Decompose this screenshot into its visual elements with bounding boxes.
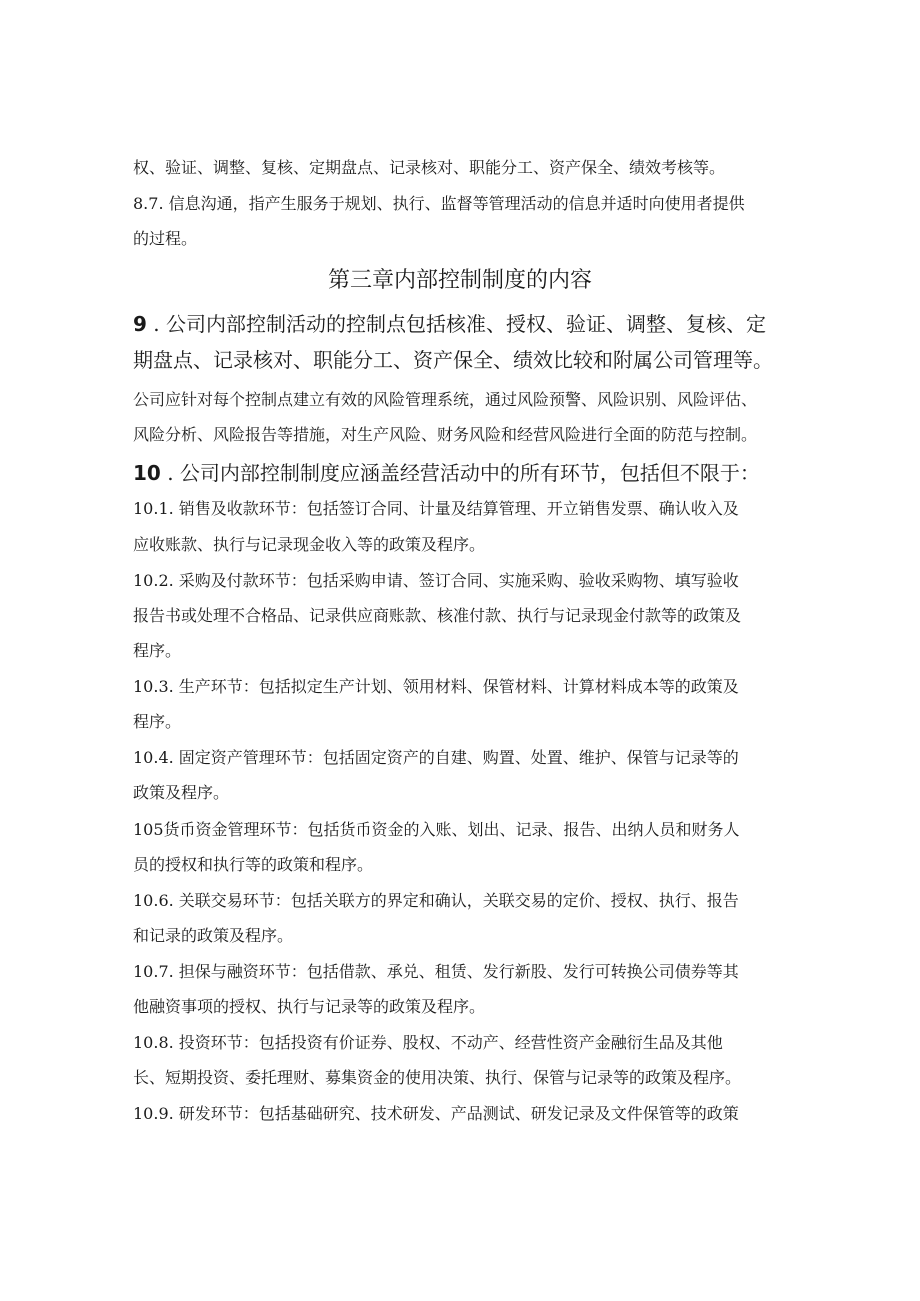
article-number: 9 — [133, 312, 147, 336]
list-item-line: 10.2. 采购及付款环节：包括采购申请、签订合同、实施采购、验收采购物、填写验收 — [133, 571, 739, 590]
article-text: . 公司内部控制制度应涵盖经营活动中的所有环节，包括但不限于： — [160, 461, 760, 485]
list-item-line: 应收账款、执行与记录现金收入等的政策及程序。 — [133, 535, 486, 554]
list-item-line: 10.6. 关联交易环节：包括关联方的界定和确认，关联交易的定价、授权、执行、报告 — [133, 891, 739, 910]
article-text: . 公司内部控制活动的控制点包括核准、授权、验证、调整、复核、定 — [146, 312, 766, 336]
list-item-line: 10.3. 生产环节：包括拟定生产计划、领用材料、保管材料、计算材料成本等的政策及 — [133, 677, 739, 696]
text-line: 公司应针对每个控制点建立有效的风险管理系统，通过风险预警、风险识别、风险评估、 — [133, 390, 758, 409]
text-line: 风险分析、风险报告等措施，对生产风险、财务风险和经营风险进行全面的防范与控制。 — [133, 425, 758, 444]
list-item-line: 程序。 — [133, 641, 182, 660]
list-item-line: 10.8. 投资环节：包括投资有价证券、股权、不动产、经营性资产金融衍生品及其他 — [133, 1033, 723, 1052]
list-item-line: 报告书或处理不合格品、记录供应商账款、核准付款、执行与记录现金付款等的政策及 — [133, 606, 742, 625]
article-9-line-2: 期盘点、记录核对、职能分工、资产保全、绩效比较和附属公司管理等。 — [133, 348, 773, 372]
article-9-line-1 — [133, 312, 766, 336]
text-line: 8.7. 信息沟通，指产生服务于规划、执行、监督等管理活动的信息并适时向使用者提供 — [133, 194, 745, 213]
text-line: 权、验证、调整、复核、定期盘点、记录核对、职能分工、资产保全、绩效考核等。 — [133, 158, 726, 177]
list-item-line: 105货币资金管理环节：包括货币资金的入账、划出、记录、报告、出纳人员和财务人 — [133, 820, 740, 839]
chapter-title: 第三章内部控制制度的内容 — [327, 268, 592, 293]
list-item-line: 10.1. 销售及收款环节：包括签订合同、计量及结算管理、开立销售发票、确认收入及 — [133, 499, 739, 518]
list-item-line: 程序。 — [133, 712, 182, 731]
list-item-line: 长、短期投资、委托理财、募集资金的使用决策、执行、保管与记录等的政策及程序。 — [133, 1068, 742, 1087]
list-item-line: 员的授权和执行等的政策和程序。 — [133, 855, 374, 874]
list-item-line: 10.7. 担保与融资环节：包括借款、承兑、租赁、发行新股、发行可转换公司债券等其 — [133, 962, 739, 981]
list-item-line: 和记录的政策及程序。 — [133, 926, 294, 945]
list-item-line: 他融资事项的授权、执行与记录等的政策及程序。 — [133, 997, 486, 1016]
list-item-line: 10.4. 固定资产管理环节：包括固定资产的自建、购置、处置、维护、保管与记录等的 — [133, 748, 739, 767]
text-line: 的过程。 — [133, 229, 198, 248]
list-item-line: 政策及程序。 — [133, 783, 230, 802]
article-number: 10 — [133, 461, 161, 485]
article-10-line — [133, 461, 760, 485]
list-item-line: 10.9. 研发环节：包括基础研究、技术研发、产品测试、研发记录及文件保管等的政策 — [133, 1104, 739, 1123]
